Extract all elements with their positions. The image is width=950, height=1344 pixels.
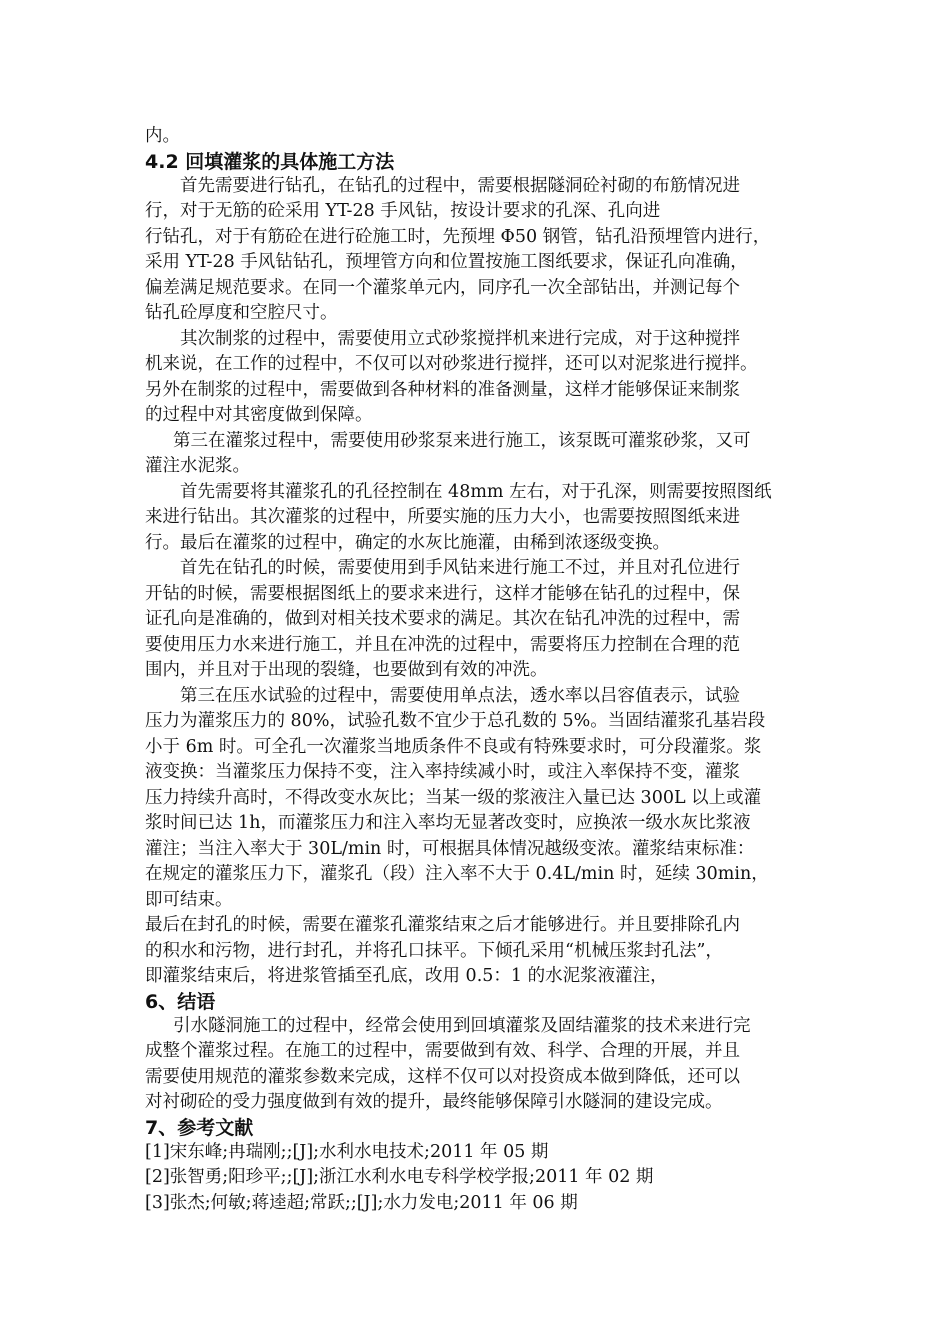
text-line: 开钻的时候，需要根据图纸上的要求来进行，这样才能够在钻孔的过程中，保 bbox=[145, 583, 740, 604]
text-line: 另外在制浆的过程中，需要做到各种材料的准备测量，这样才能够保证来制浆 bbox=[145, 379, 740, 400]
text-line: 证孔向是准确的，做到对相关技术要求的满足。其次在钻孔冲洗的过程中，需 bbox=[145, 609, 740, 629]
text-line: 压力持续升高时，不得改变水灰比；当某一级的浆液注入量已达 300L 以上或灌 bbox=[145, 787, 762, 808]
reference-item: [3]张杰;何敏;蒋逵超;常跃;;[J];水力发电;2011 年 06 期 bbox=[145, 1192, 578, 1213]
text-line: 压力为灌浆压力的 80%，试验孔数不宜少于总孔数的 5%。当固结灌浆孔基岩段 bbox=[145, 711, 766, 731]
section-heading-4-2: 4.2 回填灌浆的具体施工方法 bbox=[145, 150, 395, 173]
paragraph-sealing bbox=[145, 913, 820, 990]
text-line: 小于 6m 时。可全孔一次灌浆当地质条件不良或有特殊要求时，可分段灌浆。浆 bbox=[145, 736, 762, 757]
section-heading-6: 6、结语 bbox=[145, 990, 216, 1013]
text-line: 灌注水泥浆。 bbox=[145, 456, 250, 476]
text-line: 机来说，在工作的过程中，不仅可以对砂浆进行搅拌，还可以对泥浆进行搅拌。 bbox=[145, 354, 758, 374]
text-line: 引水隧洞施工的过程中，经常会使用到回填灌浆及固结灌浆的技术来进行完 bbox=[173, 1015, 751, 1036]
text-line: 的过程中对其密度做到保障。 bbox=[145, 405, 373, 425]
text-line: 对衬砌砼的受力强度做到有效的提升，最终能够保障引水隧洞的建设完成。 bbox=[145, 1092, 723, 1112]
paragraph-grouting bbox=[145, 429, 820, 480]
text-line: 钻孔砼厚度和空腔尺寸。 bbox=[145, 303, 338, 323]
text-line: 其次制浆的过程中，需要使用立式砂浆搅拌机来进行完成，对于这种搅拌 bbox=[180, 328, 740, 349]
text-line: 要使用压力水来进行施工，并且在冲洗的过程中，需要将压力控制在合理的范 bbox=[145, 634, 740, 655]
section-heading-7: 7、参考文献 bbox=[145, 1116, 254, 1139]
text-line: 来进行钻出。其次灌浆的过程中，所要实施的压力大小，也需要按照图纸来进 bbox=[145, 507, 740, 527]
text-line: 首先需要进行钻孔，在钻孔的过程中，需要根据隧洞砼衬砌的布筋情况进 bbox=[180, 175, 740, 196]
document-page bbox=[145, 124, 820, 1216]
text-line: 第三在灌浆过程中，需要使用砂浆泵来进行施工，该泵既可灌浆砂浆，又可 bbox=[173, 430, 751, 451]
text-line: 即可结束。 bbox=[145, 889, 233, 910]
continuation-line: 内。 bbox=[145, 126, 180, 146]
text-line: 的积水和污物，进行封孔，并将孔口抹平。下倾孔采用“机械压浆封孔法”， bbox=[145, 940, 723, 961]
text-line: 行钻孔，对于有筋砼在进行砼施工时，先预埋 Φ50 钢管，钻孔沿预埋管内进行， bbox=[145, 226, 771, 247]
text-line: 成整个灌浆过程。在施工的过程中，需要做到有效、科学、合理的开展，并且 bbox=[145, 1041, 740, 1061]
text-line: 浆时间已达 1h，而灌浆压力和注入率均无显著改变时，应换浓一级水灰比浆液 bbox=[145, 813, 751, 833]
paragraph-conclusion bbox=[145, 1014, 820, 1116]
text-line: 即灌浆结束后，将进浆管插至孔底，改用 0.5：1 的水泥浆液灌注， bbox=[145, 966, 668, 986]
text-line: 围内，并且对于出现的裂缝，也要做到有效的冲洗。 bbox=[145, 660, 548, 680]
text-line: 需要使用规范的灌浆参数来完成，这样不仅可以对投资成本做到降低，还可以 bbox=[145, 1066, 740, 1087]
text-line: 首先需要将其灌浆孔的孔径控制在 48mm 左右，对于孔深，则需要按照图纸 bbox=[180, 481, 772, 502]
text-line: 行。最后在灌浆的过程中，确定的水灰比施灌，由稀到浓逐级变换。 bbox=[145, 532, 670, 553]
reference-list bbox=[145, 1140, 820, 1217]
text-line: 第三在压水试验的过程中，需要使用单点法，透水率以吕容值表示，试验 bbox=[180, 685, 740, 706]
text-line: 灌注；当注入率大于 30L/min 时，可根据具体情况越级变浓。灌浆结束标准： bbox=[145, 838, 755, 859]
text-line: 液变换：当灌浆压力保持不变，注入率持续减小时，或注入率保持不变，灌浆 bbox=[145, 762, 740, 782]
paragraph-water-test bbox=[145, 684, 820, 914]
text-line: 首先在钻孔的时候，需要使用到手风钻来进行施工不过，并且对孔位进行 bbox=[180, 558, 740, 578]
paragraph-drilling bbox=[145, 174, 820, 327]
reference-item: [2]张智勇;阳珍平;;[J];浙江水利水电专科学校学报;2011 年 02 期 bbox=[145, 1167, 654, 1187]
text-line: 行，对于无筋的砼采用 YT-28 手风钻，按设计要求的孔深、孔向进 bbox=[145, 201, 661, 221]
text-line: 采用 YT-28 手风钻钻孔，预埋管方向和位置按施工图纸要求，保证孔向准确， bbox=[145, 252, 748, 272]
reference-item: [1]宋东峰;冉瑞刚;;[J];水利水电技术;2011 年 05 期 bbox=[145, 1141, 549, 1162]
paragraph-drilling-flushing bbox=[145, 556, 820, 684]
paragraph-mixing bbox=[145, 327, 820, 429]
paragraph-hole-diameter bbox=[145, 480, 820, 557]
text-line: 在规定的灌浆压力下，灌浆孔（段）注入率不大于 0.4L/min 时，延续 30min， bbox=[145, 864, 769, 884]
text-line: 偏差满足规范要求。在同一个灌浆单元内，同序孔一次全部钻出，并测记每个 bbox=[145, 277, 740, 298]
text-line: 最后在封孔的时候，需要在灌浆孔灌浆结束之后才能够进行。并且要排除孔内 bbox=[145, 915, 740, 935]
